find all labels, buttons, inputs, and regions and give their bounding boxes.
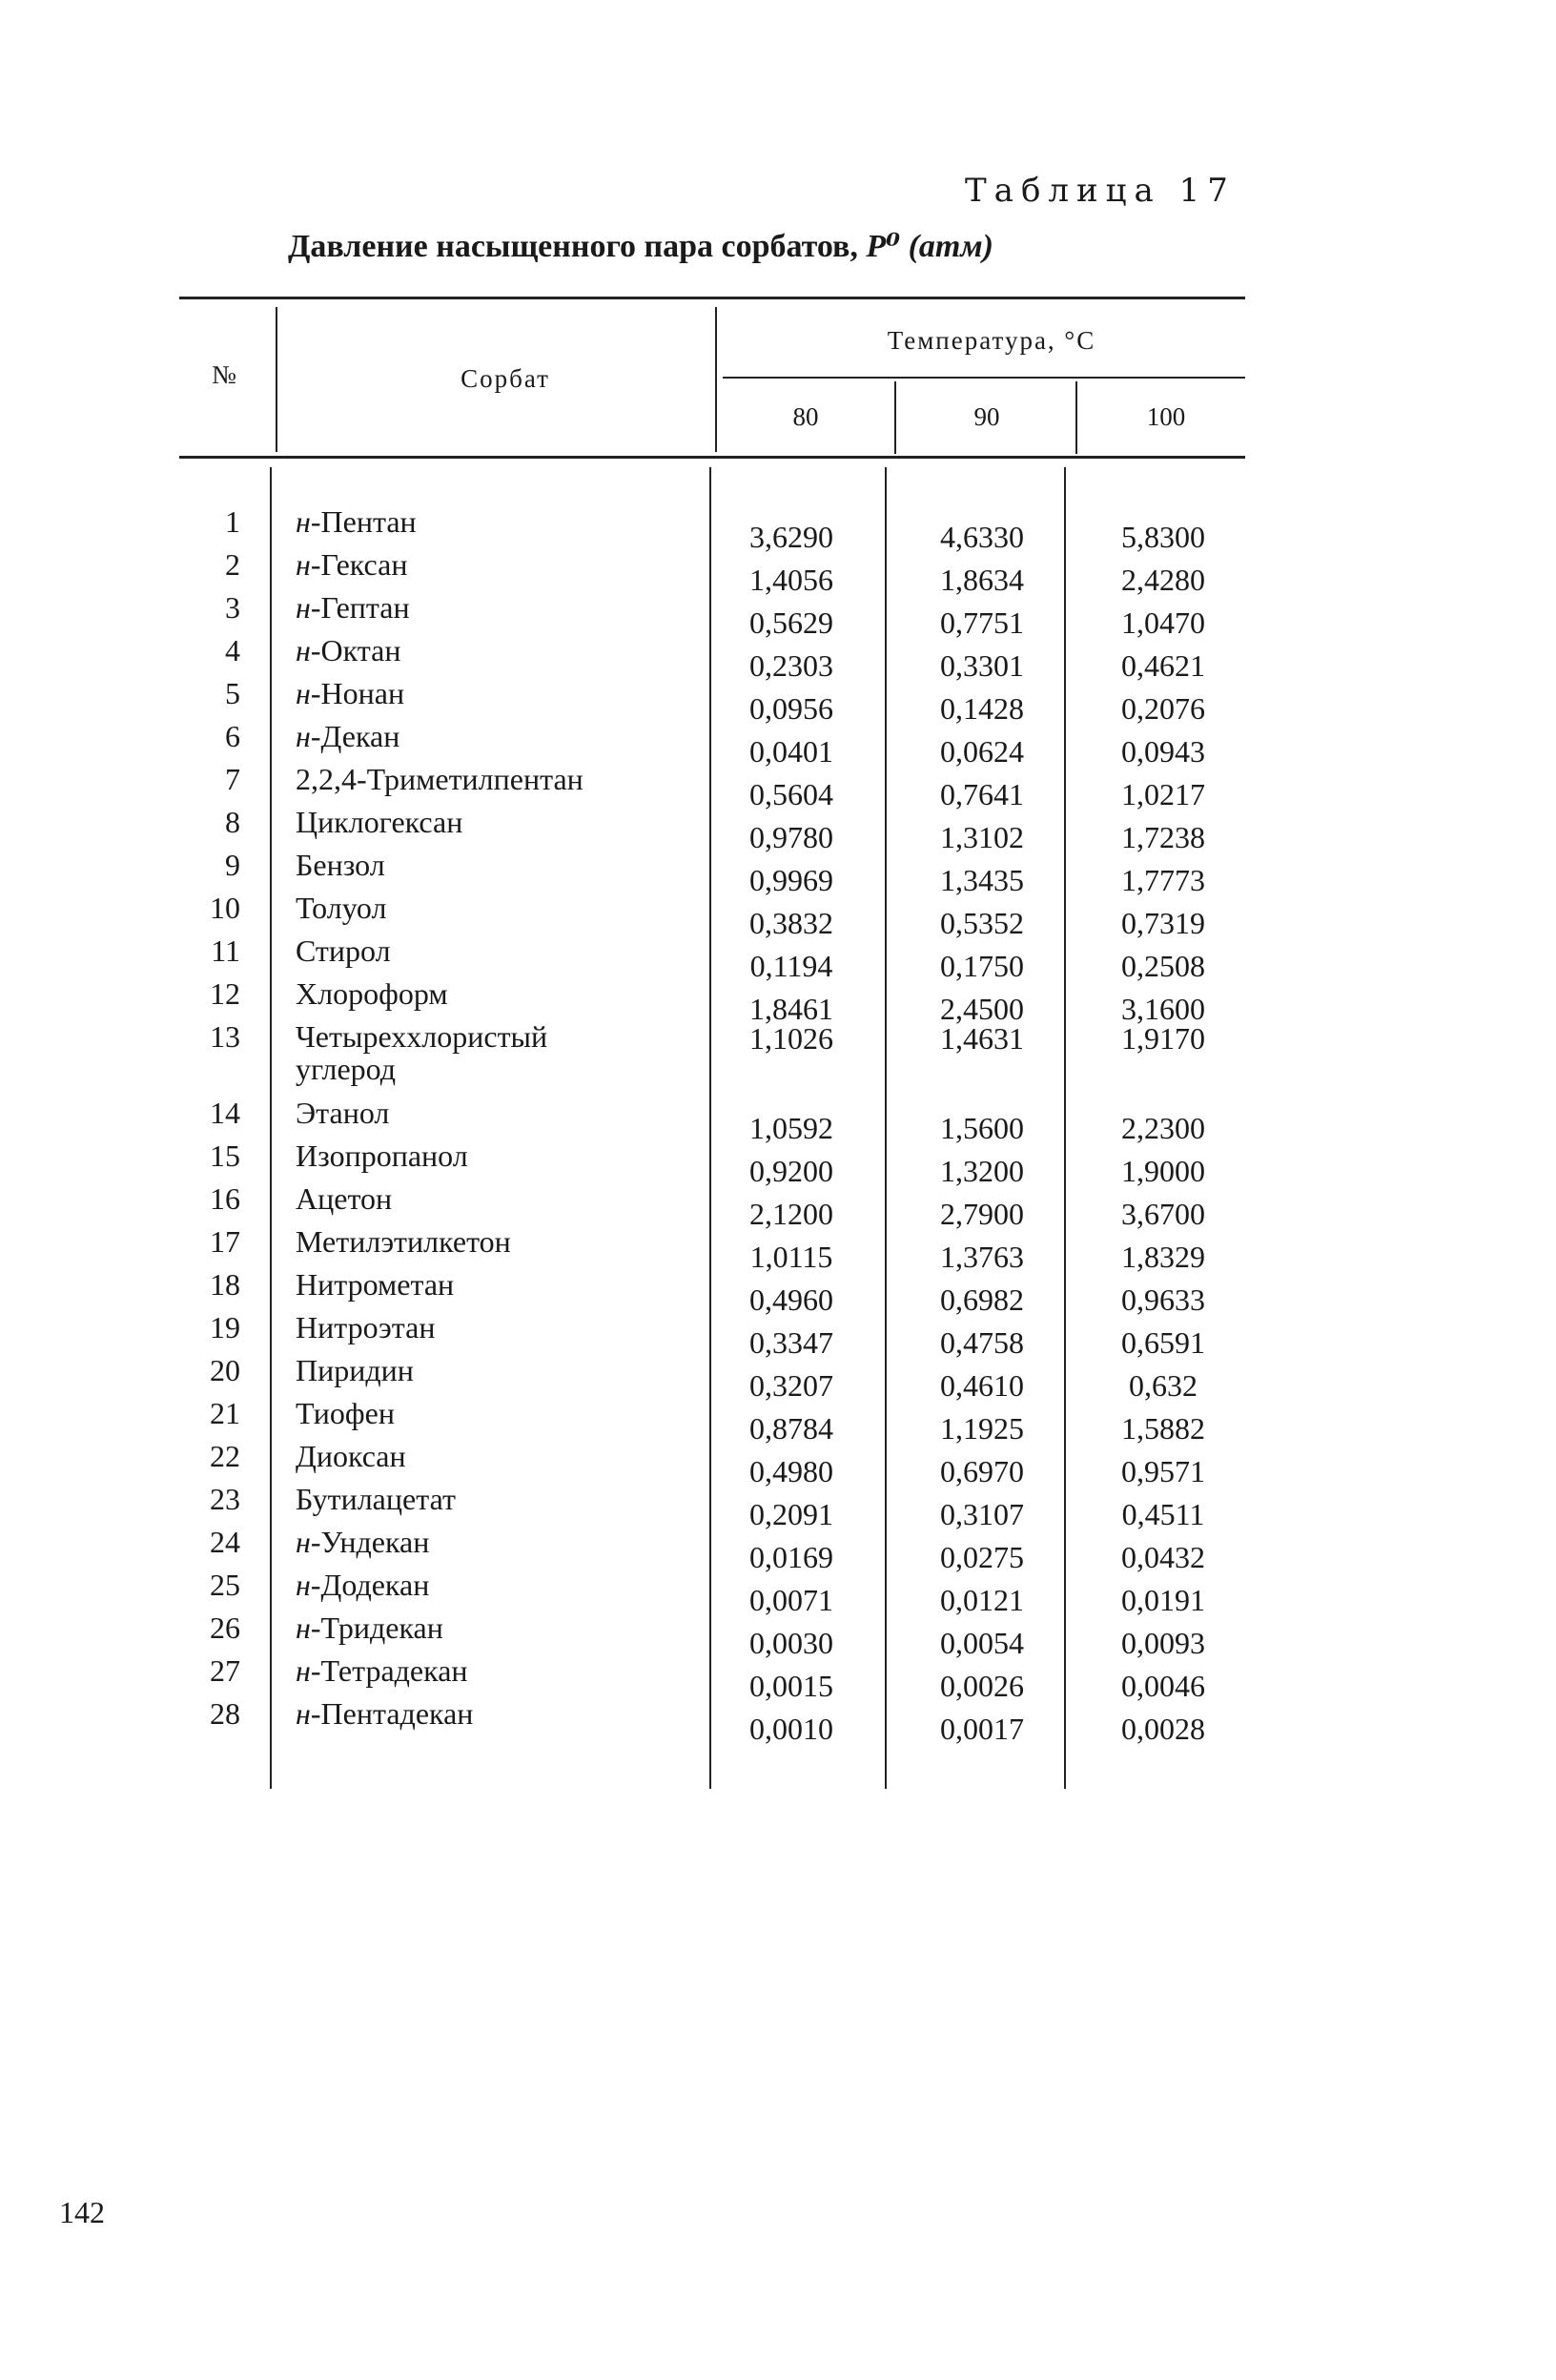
table-row [0,934,1556,983]
value-100c: 1,9170 [1121,1021,1205,1056]
value-100c: 0,2076 [1121,691,1205,726]
table-row [0,1181,1556,1231]
sorbate-label: Тетрадекан [320,1653,468,1688]
value-100c: 1,7238 [1121,820,1205,854]
value-80c: 0,3207 [749,1368,833,1403]
sorbate-label: Хлороформ [296,976,448,1011]
sorbate-name [296,1697,473,1730]
sorbate-name [296,934,391,967]
value-80c: 0,4960 [749,1282,833,1317]
sorbate-name [296,806,462,838]
value-80c: 1,4056 [749,563,833,597]
table-title-unit: (атм) [908,229,993,264]
table-row [0,633,1556,683]
row-number: 25 [210,1568,240,1602]
value-80c: 0,2091 [749,1497,833,1531]
value-80c: 0,5629 [749,605,833,640]
value-90c: 0,4758 [940,1325,1024,1360]
sorbate-label: Тиофен [296,1396,395,1430]
table-row [0,504,1556,554]
table-row [0,1096,1556,1145]
value-90c: 1,5600 [940,1111,1024,1145]
table-top-rule [179,297,1245,299]
sorbate-name [296,1526,429,1558]
sorbate-label: Пентадекан [320,1696,474,1731]
sorbate-name [296,1483,456,1515]
temperature-subheader-rule [723,377,1245,379]
table-label: Таблица 17 [965,172,1236,210]
sorbate-name [296,720,399,752]
value-90c: 1,3435 [940,863,1024,897]
table-row [0,547,1556,597]
sorbate-prefix: н- [296,504,321,539]
row-number: 7 [225,762,240,796]
sorbate-name [296,977,448,1010]
sorbate-label: Циклогексан [296,805,463,839]
sorbate-prefix: н- [296,1525,321,1559]
sorbate-name [296,1020,547,1085]
table-row [0,1396,1556,1446]
sorbate-label: Нитроэтан [296,1310,436,1344]
value-90c: 0,0017 [940,1712,1024,1746]
value-90c: 0,5352 [940,906,1024,940]
sorbate-prefix: н- [296,1611,321,1645]
sorbate-name [296,1097,389,1129]
sorbate-label: Нонан [320,676,405,710]
header-temp-90: 90 [973,402,1000,431]
value-100c: 3,6700 [1121,1197,1205,1231]
sorbate-label: Диоксан [296,1439,406,1473]
sorbate-name [296,1311,435,1344]
value-80c: 3,6290 [749,520,833,554]
value-100c: 0,0191 [1121,1583,1205,1617]
header-sorbate: Сорбат [461,364,550,393]
value-80c: 0,0401 [749,734,833,769]
value-90c: 4,6330 [940,520,1024,554]
sorbate-name [296,1611,443,1644]
table-row [0,1696,1556,1746]
value-90c: 1,8634 [940,563,1024,597]
row-number: 26 [210,1611,240,1645]
table-title-main: Давление насыщенного пара сорбатов, [288,229,858,264]
sorbate-label: Толуол [296,891,387,925]
value-90c: 1,1925 [940,1411,1024,1446]
table-row [0,976,1556,1026]
row-number: 27 [210,1653,240,1688]
value-90c: 0,0121 [940,1583,1024,1617]
sorbate-name [296,1354,414,1386]
header-temp-80: 80 [792,402,819,431]
sorbate-label: Метилэтилкетон [296,1224,511,1259]
value-90c: 0,4610 [940,1368,1024,1403]
value-100c: 0,0093 [1121,1626,1205,1660]
value-90c: 0,0275 [940,1540,1024,1574]
value-90c: 0,6982 [940,1282,1024,1317]
value-100c: 0,2508 [1121,949,1205,983]
row-number: 14 [210,1096,240,1130]
sorbate-label: Бутилацетат [296,1482,456,1516]
sorbate-label: Четыреххлористый [296,1019,548,1054]
sorbate-prefix: н- [296,590,321,625]
value-100c: 1,9000 [1121,1154,1205,1188]
table-row [0,762,1556,811]
value-80c: 0,0030 [749,1626,833,1660]
sorbate-name [296,634,400,667]
value-80c: 0,5604 [749,777,833,811]
table-row [0,1482,1556,1531]
row-number: 4 [225,633,240,667]
table-body [0,504,1556,1746]
sorbate-name [296,1397,395,1429]
sorbate-label: Пиридин [296,1353,414,1387]
page-number: 142 [59,2195,105,2229]
table-row [0,1439,1556,1488]
value-80c: 0,3832 [749,906,833,940]
value-100c: 0,0432 [1121,1540,1205,1574]
value-90c: 0,6970 [940,1454,1024,1488]
sorbate-name [296,591,410,624]
sorbate-label: Гептан [320,590,410,625]
table-row [0,1353,1556,1403]
column-divider-90-100 [1075,381,1077,454]
value-80c: 1,8461 [749,992,833,1026]
value-90c: 2,4500 [940,992,1024,1026]
header-num: № [212,360,236,389]
sorbate-label: 2,2,4-Триметилпентан [296,762,584,796]
value-80c: 0,4980 [749,1454,833,1488]
sorbate-label: Додекан [320,1568,430,1602]
value-90c: 0,1750 [940,949,1024,983]
table-row [0,805,1556,854]
sorbate-label: Ундекан [320,1525,430,1559]
row-number: 9 [225,848,240,882]
value-90c: 0,3107 [940,1497,1024,1531]
row-number: 20 [210,1353,240,1387]
value-80c: 0,9969 [749,863,833,897]
table-row [0,1653,1556,1703]
value-100c: 0,9571 [1121,1454,1205,1488]
row-number: 16 [210,1181,240,1216]
value-80c: 0,0169 [749,1540,833,1574]
row-number: 8 [225,805,240,839]
sorbate-name [296,505,417,538]
value-90c: 0,3301 [940,648,1024,683]
column-divider-name-values [715,307,717,452]
table-row [0,676,1556,726]
value-100c: 0,0943 [1121,734,1205,769]
header-temp-100: 100 [1146,402,1186,431]
row-number: 10 [210,891,240,925]
value-90c: 0,1428 [940,691,1024,726]
value-90c: 0,7641 [940,777,1024,811]
sorbate-label-continued: углерод [296,1052,397,1086]
table-row [0,1139,1556,1188]
value-90c: 2,7900 [940,1197,1024,1231]
header-bottom-rule [179,456,1245,459]
value-90c: 1,3763 [940,1240,1024,1274]
value-100c: 0,0046 [1121,1669,1205,1703]
row-number: 2 [225,547,240,582]
sorbate-name [296,1139,468,1172]
sorbate-label: Пентан [320,504,417,539]
sorbate-label: Гексан [320,547,408,582]
row-number: 18 [210,1267,240,1302]
sorbate-label: Бензол [296,848,385,882]
sorbate-name [296,892,386,924]
value-80c: 0,0071 [749,1583,833,1617]
value-100c: 2,4280 [1121,563,1205,597]
sorbate-name [296,1268,454,1301]
value-100c: 1,7773 [1121,863,1205,897]
row-number: 15 [210,1139,240,1173]
value-80c: 1,1026 [749,1021,833,1056]
table-row [0,1611,1556,1660]
value-80c: 0,2303 [749,648,833,683]
row-number: 5 [225,676,240,710]
table-row [0,1525,1556,1574]
row-number: 6 [225,719,240,753]
value-90c: 0,0026 [940,1669,1024,1703]
value-80c: 0,1194 [749,949,833,983]
value-90c: 1,4631 [940,1021,1024,1056]
header-temperature: Температура, °С [887,326,1096,355]
table-row [0,1568,1556,1617]
table-row [0,1310,1556,1360]
sorbate-label: Декан [320,719,400,753]
sorbate-prefix: н- [296,1568,321,1602]
row-number: 11 [211,934,240,968]
value-80c: 0,3347 [749,1325,833,1360]
sorbate-label: Изопропанол [296,1139,468,1173]
value-80c: 0,8784 [749,1411,833,1446]
value-80c: 0,0010 [749,1712,833,1746]
row-number: 12 [210,976,240,1011]
value-100c: 0,4511 [1121,1497,1205,1531]
value-80c: 0,0956 [749,691,833,726]
sorbate-name [296,849,385,881]
row-number: 24 [210,1525,240,1559]
value-80c: 2,1200 [749,1197,833,1231]
table-row [0,848,1556,897]
table-title-symbol: P⁰ [866,229,901,264]
sorbate-name [296,1569,429,1601]
value-80c: 1,0115 [749,1240,833,1274]
sorbate-name [296,677,404,709]
value-80c: 0,0015 [749,1669,833,1703]
row-number: 21 [210,1396,240,1430]
row-number: 1 [225,504,240,539]
row-number: 22 [210,1439,240,1473]
value-100c: 1,8329 [1121,1240,1205,1274]
sorbate-label: Стирол [296,934,391,968]
sorbate-label: Этанол [296,1096,390,1130]
sorbate-name [296,1225,511,1258]
table-row [0,1267,1556,1317]
row-number: 23 [210,1482,240,1516]
table-title [288,227,993,265]
value-100c: 0,9633 [1121,1282,1205,1317]
column-divider-num-name [276,307,277,452]
table-row [0,891,1556,940]
column-divider-80-90 [894,381,896,454]
value-80c: 1,0592 [749,1111,833,1145]
value-100c: 2,2300 [1121,1111,1205,1145]
table-row [0,719,1556,769]
sorbate-label: Нитрометан [296,1267,455,1302]
value-80c: 0,9200 [749,1154,833,1188]
value-90c: 1,3102 [940,820,1024,854]
table-row [0,590,1556,640]
sorbate-prefix: н- [296,719,321,753]
sorbate-label: Октан [320,633,401,667]
row-number: 3 [225,590,240,625]
value-100c: 1,0217 [1121,777,1205,811]
value-100c: 0,632 [1129,1368,1198,1403]
value-100c: 0,6591 [1121,1325,1205,1360]
sorbate-name [296,1654,468,1687]
sorbate-prefix: н- [296,633,321,667]
value-100c: 0,4621 [1121,648,1205,683]
sorbate-label: Ацетон [296,1181,393,1216]
row-number: 28 [210,1696,240,1731]
value-90c: 0,0624 [940,734,1024,769]
sorbate-prefix: н- [296,676,321,710]
sorbate-name [296,1182,392,1215]
row-number: 19 [210,1310,240,1344]
value-90c: 1,3200 [940,1154,1024,1188]
table-row [0,1020,1556,1097]
table-row [0,1224,1556,1274]
value-100c: 1,5882 [1121,1411,1205,1446]
sorbate-name [296,763,584,795]
sorbate-prefix: н- [296,1653,321,1688]
value-100c: 3,1600 [1121,992,1205,1026]
row-number: 17 [210,1224,240,1259]
value-80c: 0,9780 [749,820,833,854]
value-100c: 0,0028 [1121,1712,1205,1746]
value-100c: 1,0470 [1121,605,1205,640]
sorbate-name [296,548,407,581]
value-90c: 0,0054 [940,1626,1024,1660]
row-number: 13 [210,1019,240,1054]
sorbate-prefix: н- [296,1696,321,1731]
value-90c: 0,7751 [940,605,1024,640]
value-100c: 5,8300 [1121,520,1205,554]
value-100c: 0,7319 [1121,906,1205,940]
sorbate-prefix: н- [296,547,321,582]
sorbate-name [296,1440,406,1472]
sorbate-label: Тридекан [320,1611,443,1645]
